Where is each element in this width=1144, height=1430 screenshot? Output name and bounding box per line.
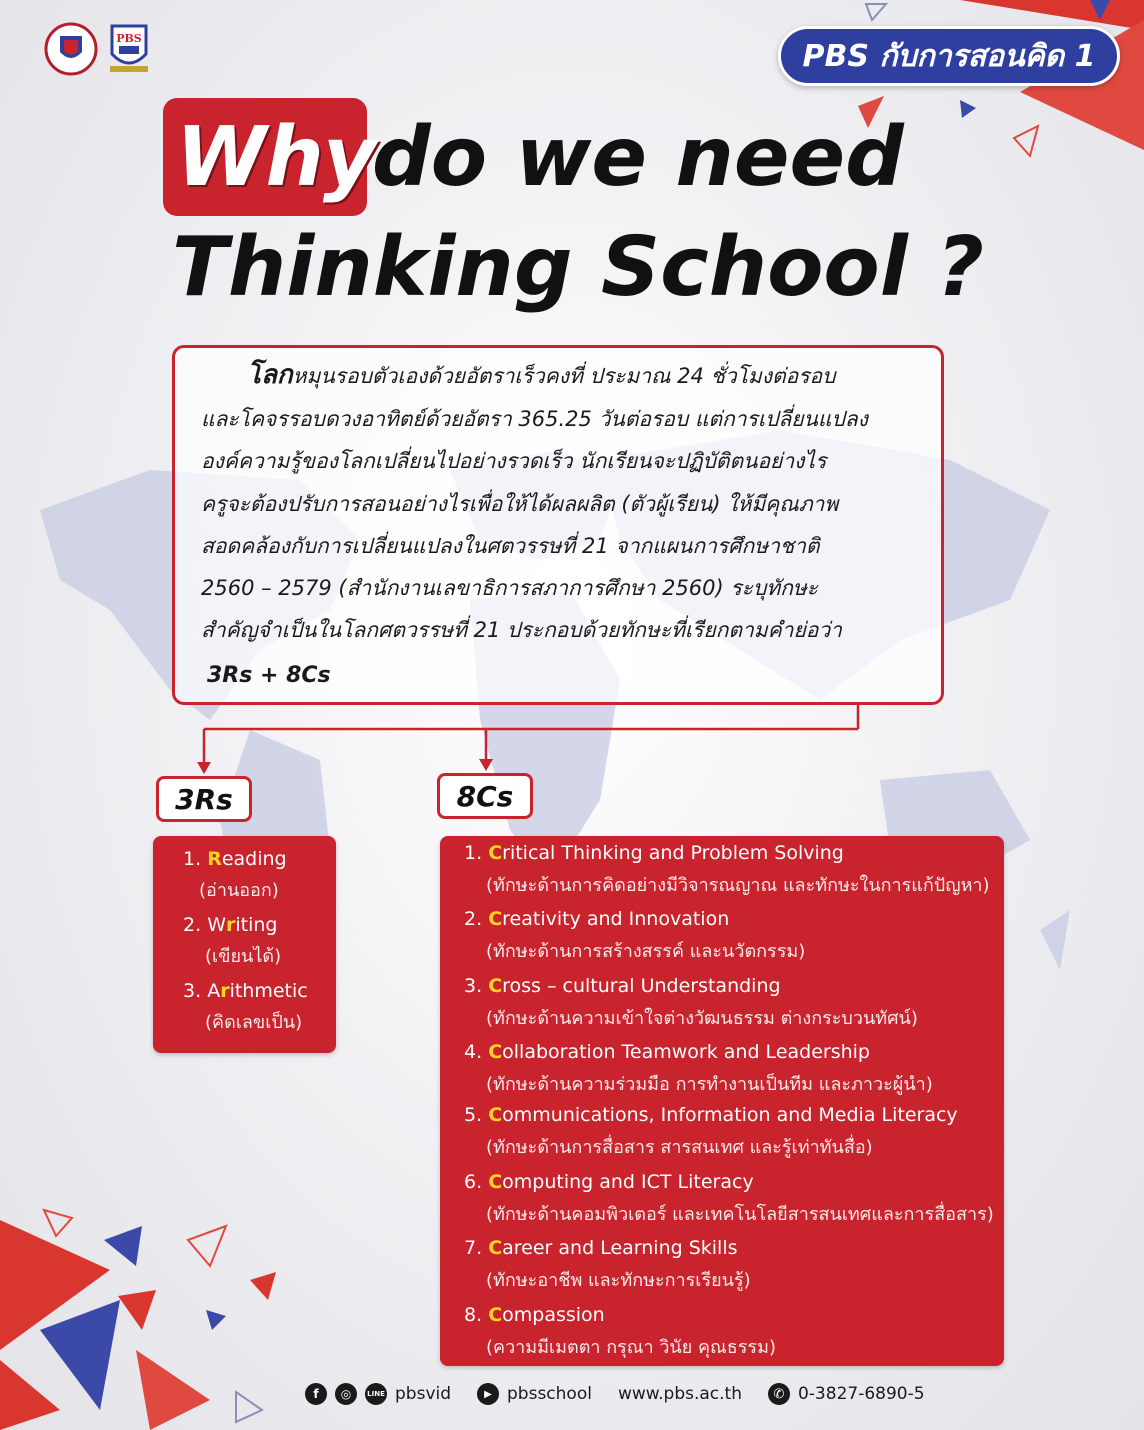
instagram-icon[interactable]: ◎ [335, 1383, 357, 1405]
intro-line-2: และโคจรรอบดวงอาทิตย์ด้วยอัตรา 365.25 วันต่อรอบ แต่การเปลี่ยนแปลง [201, 407, 868, 431]
cs-item-1-desc: (ทักษะด้านการคิดอย่างมีวิจารณญาณ และทักษะในการแก้ปัญหา) [486, 875, 990, 896]
panel-3rs [153, 836, 336, 1053]
pbs-logo-text: PBS [116, 32, 142, 45]
title-line-2: Thinking School ? [172, 220, 984, 315]
intro-formula: 3Rs + 8Cs [207, 663, 331, 688]
label-3rs: 3Rs [156, 776, 252, 822]
cs-item-7: 7. Career and Learning Skills [464, 1237, 738, 1259]
rs-item-2: 2. Writing [183, 914, 278, 936]
cs-item-6: 6. Computing and ICT Literacy [464, 1171, 754, 1193]
intro-line-7: สำคัญจำเป็นในโลกศตวรรษที่ 21 ประกอบด้วยทักษะที่เรียกตามคำย่อว่า [201, 618, 842, 642]
rs-item-3: 3. Arithmetic [183, 980, 308, 1002]
facebook-icon[interactable]: f [305, 1383, 327, 1405]
cs-item-7-desc: (ทักษะอาชีพ และทักษะการเรียนรู้) [486, 1270, 751, 1291]
cs-item-6-desc: (ทักษะด้านคอมพิวเตอร์ และเทคโนโลยีสารสนเทศและการสื่อสาร) [486, 1204, 994, 1225]
youtube-icon[interactable]: ▶ [477, 1383, 499, 1405]
series-badge: PBS กับการสอนคิด 1 [778, 26, 1120, 86]
social-handle[interactable]: pbsvid [395, 1384, 452, 1404]
intro-line-3: องค์ความรู้ของโลกเปลี่ยนไปอย่างรวดเร็ว นักเรียนจะปฏิบัติตนอย่างไร [201, 449, 827, 473]
intro-line-6: 2560 – 2579 (สำนักงานเลขาธิการสภาการศึกษา 2560) ระบุทักษะ [201, 576, 818, 600]
cs-item-3: 3. Cross – cultural Understanding [464, 975, 781, 997]
cs-item-2-desc: (ทักษะด้านการสร้างสรรค์ และนวัตกรรม) [486, 941, 806, 962]
cs-item-3-desc: (ทักษะด้านความเข้าใจต่างวัฒนธรรม ต่างกระบวนทัศน์) [486, 1008, 918, 1029]
line-icon[interactable]: LINE [365, 1383, 387, 1405]
phone-icon[interactable]: ✆ [768, 1383, 790, 1405]
intro-line-1-text: หมุนรอบตัวเองด้วยอัตราเร็วคงที่ ประมาณ 24 ชั่วโมงต่อรอบ [292, 364, 836, 388]
label-8cs: 8Cs [437, 773, 533, 819]
title-line-1: do we need [372, 110, 904, 205]
intro-lead-word: โลก [247, 360, 293, 390]
footer-contacts [305, 1380, 925, 1408]
cs-item-8: 8. Compassion [464, 1304, 605, 1326]
panel-8cs [440, 836, 1004, 1366]
phone-number[interactable]: 0-3827-6890-5 [797, 1384, 925, 1404]
rs-item-2-desc: (เขียนได้) [205, 946, 282, 967]
youtube-handle[interactable]: pbsschool [507, 1384, 592, 1404]
cs-item-4-desc: (ทักษะด้านความร่วมมือ การทำงานเป็นทีม และภาวะผู้นำ) [486, 1074, 933, 1095]
cs-item-8-desc: (ความมีเมตตา กรุณา วินัย คุณธรรม) [486, 1337, 776, 1358]
rs-item-3-desc: (คิดเลขเป็น) [205, 1012, 303, 1033]
cs-item-5: 5. Communications, Information and Media Literacy [464, 1104, 958, 1126]
intro-line-5: สอดคล้องกับการเปลี่ยนแปลงในศตวรรษที่ 21 จากแผนการศึกษาชาติ [201, 534, 820, 558]
cs-item-2: 2. Creativity and Innovation [464, 908, 730, 930]
website-link[interactable]: www.pbs.ac.th [617, 1384, 742, 1404]
rs-item-1: 1. Reading [183, 848, 287, 870]
cs-item-5-desc: (ทักษะด้านการสื่อสาร สารสนเทศ และรู้เท่าทันสื่อ) [486, 1137, 873, 1158]
cs-item-4: 4. Collaboration Teamwork and Leadership [464, 1041, 870, 1063]
rs-item-1-desc: (อ่านออก) [199, 880, 279, 901]
title-why: Why [176, 110, 376, 205]
cs-item-1: 1. Critical Thinking and Problem Solving [464, 842, 844, 864]
intro-line-4: ครูจะต้องปรับการสอนอย่างไรเพื่อให้ได้ผลผลิต (ตัวผู้เรียน) ให้มีคุณภาพ [201, 492, 839, 516]
